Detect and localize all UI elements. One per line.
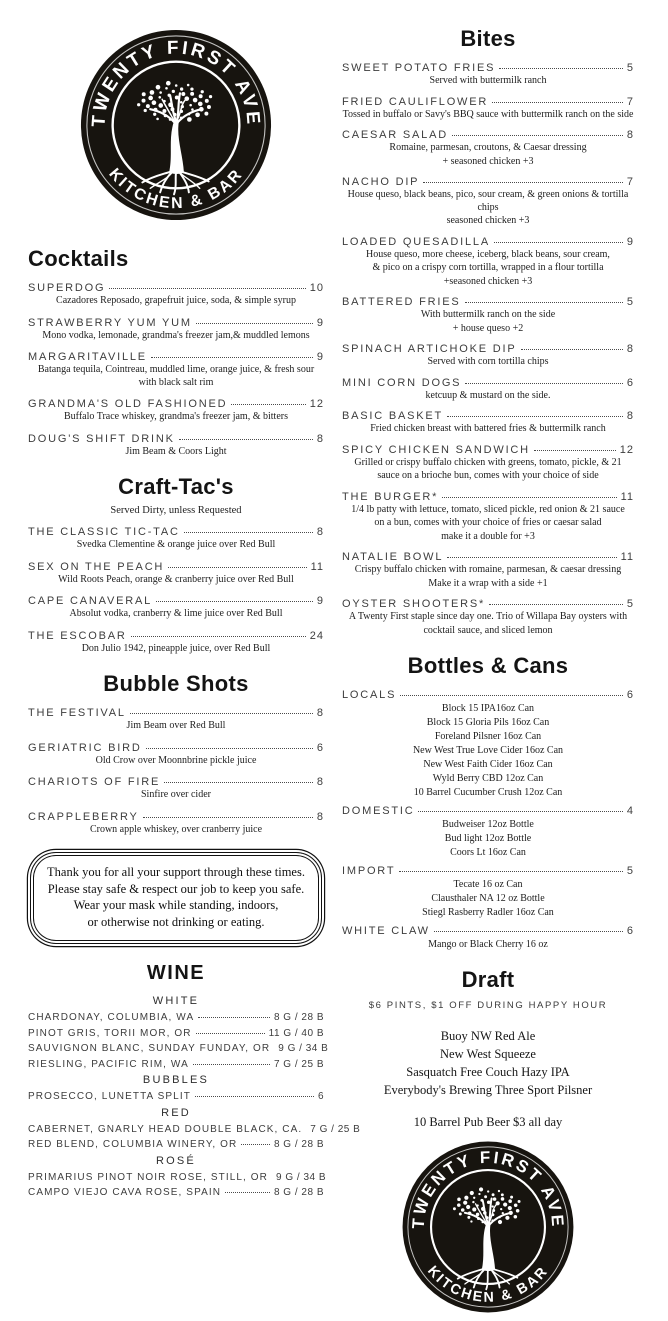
leader-dots xyxy=(193,1064,270,1065)
item-price: 5 xyxy=(626,865,634,877)
item-row xyxy=(342,598,634,610)
item-desc-line: 1/4 lb patty with lettuce, tomato, sliced pickle, red onion & 21 sauce xyxy=(351,503,625,515)
draft-line: Sasquatch Free Couch Hazy IPA xyxy=(406,1065,570,1080)
draft-line: New West Squeeze xyxy=(440,1047,536,1062)
leader-dots xyxy=(489,604,623,605)
leader-dots xyxy=(400,695,623,696)
item-desc-line: Jim Beam over Red Bull xyxy=(126,720,226,731)
item-desc-line: Mono vodka, lemonade, grandma's freezer jam,& muddled lemons xyxy=(42,329,310,341)
leader-dots xyxy=(179,439,313,440)
item-price: 8 xyxy=(316,526,324,538)
leader-dots xyxy=(418,811,622,812)
draft-note: 10 Barrel Pub Beer $3 all day xyxy=(413,1114,563,1129)
item-desc-line: Romaine, parmesan, croutons, & Caesar dressing xyxy=(389,142,587,153)
item-desc-line: A Twenty First staple since day one. Trio of Willapa Bay oysters with xyxy=(348,611,628,622)
menu-item xyxy=(28,282,324,308)
leader-dots xyxy=(156,601,313,602)
wine-price: 11 G / 40 B xyxy=(268,1027,324,1039)
leader-dots xyxy=(423,182,623,183)
item-name: SPINACH ARTICHOKE DIP xyxy=(342,343,517,355)
notice-line: Please stay safe & respect our job to keep you safe. xyxy=(47,881,305,896)
item-desc-line: Jim Beam & Coors Light xyxy=(125,445,227,457)
item-price: 11 xyxy=(620,551,634,563)
item-row xyxy=(342,236,634,248)
leader-dots xyxy=(494,242,623,243)
item-desc-line: Served with buttermilk ranch xyxy=(429,75,547,86)
item-row xyxy=(342,925,634,937)
item-price: 8 xyxy=(626,410,634,422)
item-row xyxy=(28,317,324,329)
item-desc-line: Budweiser 12oz Bottle xyxy=(442,819,534,830)
draft-beer-list xyxy=(342,1027,634,1100)
section-wine xyxy=(28,962,361,1198)
svg-text:KITCHEN & BAR: KITCHEN & BAR xyxy=(424,1262,552,1306)
item-row xyxy=(28,776,324,788)
bubble-shots-items xyxy=(28,707,324,836)
item-name: FRIED CAULIFLOWER xyxy=(342,95,489,108)
menu-item xyxy=(28,561,324,587)
menu-item xyxy=(28,433,324,459)
menu-item xyxy=(342,236,634,289)
menu-item xyxy=(28,811,324,837)
section-bottles-cans xyxy=(342,653,634,951)
item-desc-line: House queso, more cheese, iceberg, black beans, sour cream, xyxy=(366,248,610,260)
menu-item xyxy=(342,296,634,335)
item-price: 8 xyxy=(316,776,324,788)
menu-item xyxy=(28,595,324,621)
item-price: 9 xyxy=(316,595,324,607)
item-price: 7 xyxy=(626,176,634,188)
draft-line: Buoy NW Red Ale xyxy=(440,1029,536,1043)
item-desc-line: Crispy buffalo chicken with romaine, parmesan, & caesar dressing xyxy=(354,564,622,575)
item-name: STRAWBERRY YUM YUM xyxy=(28,316,192,329)
menu-item xyxy=(28,707,324,733)
item-price: 11 xyxy=(620,490,634,503)
item-price: 6 xyxy=(626,689,634,701)
leader-dots xyxy=(146,748,313,749)
tree-badge-icon xyxy=(399,1138,577,1316)
menu-item xyxy=(28,317,324,343)
item-desc-line: Block 15 Gloria Pils 16oz Can xyxy=(426,717,550,728)
item-price: 8 xyxy=(316,707,324,719)
item-price: 10 xyxy=(309,282,324,294)
item-name: THE FESTIVAL xyxy=(28,707,126,719)
item-row xyxy=(342,343,634,355)
wine-row xyxy=(28,1091,324,1102)
item-desc-line: Coors Lt 16oz Can xyxy=(450,847,526,858)
item-name: LOCALS xyxy=(342,689,397,701)
item-name: MINI CORN DOGS xyxy=(342,376,462,389)
svg-text:KITCHEN & BAR: KITCHEN & BAR xyxy=(105,165,247,213)
wine-row xyxy=(28,1187,324,1198)
notice-line: or otherwise not drinking or eating. xyxy=(87,914,265,929)
item-price: 8 xyxy=(626,343,634,355)
leader-dots xyxy=(184,532,313,533)
item-row xyxy=(28,433,324,445)
leader-dots xyxy=(399,871,622,872)
restaurant-logo-top xyxy=(77,26,275,224)
item-desc-line: House queso, black beans, pico, sour cream, & green onions & tortilla chips xyxy=(347,189,629,213)
wine-name: RIESLING, PACIFIC RIM, WA xyxy=(28,1058,189,1070)
bubble-shots-title: Bubble Shots xyxy=(103,671,249,696)
item-desc-line: Foreland Pilsner 16oz Can xyxy=(434,731,542,742)
leader-dots xyxy=(447,416,623,417)
item-desc-line: Block 15 IPA16oz Can xyxy=(441,703,535,714)
item-row xyxy=(342,551,634,563)
item-row xyxy=(342,444,634,456)
item-row xyxy=(28,595,324,607)
menu-item xyxy=(342,925,634,951)
craft-tacs-title: Craft-Tac's xyxy=(118,474,234,499)
leader-dots xyxy=(442,497,616,498)
item-desc-line: Buffalo Trace whiskey, grandma's freezer jam, & bitters xyxy=(64,411,288,422)
draft-title: Draft xyxy=(461,967,515,992)
leader-dots xyxy=(465,383,623,384)
wine-price: 8 G / 28 B xyxy=(273,1139,324,1150)
leader-dots xyxy=(241,1144,270,1145)
wine-name: SAUVIGNON BLANC, SUNDAY FUNDAY, OR xyxy=(28,1043,271,1054)
menu-item xyxy=(342,129,634,168)
leader-dots xyxy=(196,323,313,324)
menu-item xyxy=(342,343,634,369)
item-desc-line: Stiegl Rasberry Radler 16oz Can xyxy=(422,907,554,918)
item-name: DOMESTIC xyxy=(342,805,415,817)
leader-dots xyxy=(143,817,313,818)
item-name: CHARIOTS OF FIRE xyxy=(28,776,161,788)
menu-item xyxy=(342,410,634,436)
menu-item xyxy=(342,444,634,483)
item-desc-line: Grilled or crispy buffalo chicken with greens, tomato, pickle, & 21 xyxy=(354,456,622,468)
item-name: SPICY CHICKEN SANDWICH xyxy=(342,443,530,456)
item-desc-line: sauce on a brioche bun, comes with your choice of side xyxy=(377,470,599,481)
menu-item xyxy=(28,630,324,656)
cocktails-items xyxy=(28,282,324,458)
item-desc-line: + seasoned chicken +3 xyxy=(442,155,534,167)
item-name: THE CLASSIC TIC-TAC xyxy=(28,526,180,538)
leader-dots xyxy=(130,713,313,714)
menu-item xyxy=(342,62,634,88)
cocktails-title: Cocktails xyxy=(28,246,129,271)
leader-dots xyxy=(225,1192,270,1193)
item-desc-line: With buttermilk ranch on the side xyxy=(420,309,556,320)
item-row xyxy=(342,176,634,188)
item-desc-line: Don Julio 1942, pineapple juice, over Red Bull xyxy=(81,642,271,654)
menu-item xyxy=(342,689,634,799)
item-price: 5 xyxy=(626,62,634,74)
svg-text:TWENTY FIRST AVE: TWENTY FIRST AVE xyxy=(87,36,265,128)
item-name: MARGARITAVILLE xyxy=(28,351,147,363)
item-price: 6 xyxy=(626,376,634,389)
item-row xyxy=(28,561,324,573)
leader-dots xyxy=(151,357,313,358)
item-name: BASIC BASKET xyxy=(342,410,444,422)
item-price: 5 xyxy=(626,598,634,610)
item-desc-line: 10 Barrel Cucumber Crush 12oz Can xyxy=(413,787,563,798)
leader-dots xyxy=(434,931,623,932)
item-row xyxy=(28,630,324,642)
item-price: 8 xyxy=(626,129,634,141)
item-desc-line: + house queso +2 xyxy=(452,322,524,334)
item-desc-line: ketcuup & mustard on the side. xyxy=(425,389,551,401)
item-row xyxy=(28,526,324,538)
menu-item xyxy=(342,805,634,859)
item-price: 4 xyxy=(626,805,634,817)
item-desc-line: Make it a wrap with a side +1 xyxy=(428,577,548,589)
leader-dots xyxy=(447,557,616,558)
item-desc-line: & pico on a crispy corn tortilla, wrapped in a flour tortilla xyxy=(372,262,604,273)
item-row xyxy=(342,410,634,422)
item-desc-line: Cazadores Reposado, grapefruit juice, soda, & simple syrup xyxy=(56,295,296,306)
item-price: 9 xyxy=(316,351,324,363)
wine-group-header: ROSÉ xyxy=(156,1154,196,1167)
item-row xyxy=(28,351,324,363)
leader-dots xyxy=(196,1033,265,1034)
wine-name: CAMPO VIEJO CAVA ROSE, SPAIN xyxy=(28,1187,222,1198)
bottles-cans-title: Bottles & Cans xyxy=(407,653,569,678)
item-price: 7 xyxy=(626,95,634,108)
right-column xyxy=(342,0,634,1316)
leader-dots xyxy=(131,636,306,637)
item-name: BATTERED FRIES xyxy=(342,296,461,308)
menu-item xyxy=(28,351,324,389)
item-desc-line: Tecate 16 oz Can xyxy=(453,879,523,890)
leader-dots xyxy=(231,404,305,405)
item-desc-line: Wyld Berry CBD 12oz Can xyxy=(432,773,544,784)
wine-groups xyxy=(28,995,361,1198)
menu-item xyxy=(342,176,634,228)
bottles-cans-items xyxy=(342,689,634,951)
item-desc-line: Bud light 12oz Bottle xyxy=(444,833,532,844)
item-row xyxy=(28,398,324,410)
item-desc-line: Old Crow over Moonnbrine pickle juice xyxy=(95,754,257,766)
leader-dots xyxy=(164,782,313,783)
item-name: THE BURGER* xyxy=(342,490,439,503)
leader-dots xyxy=(198,1017,270,1018)
item-price: 8 xyxy=(316,810,324,823)
section-bites xyxy=(342,26,634,637)
section-craft-tacs xyxy=(28,474,324,655)
draft-line: Everybody's Brewing Three Sport Pilsner xyxy=(383,1083,593,1098)
bites-items xyxy=(342,62,634,637)
menu-item xyxy=(342,865,634,919)
leader-dots xyxy=(499,68,623,69)
item-desc-line: Mango or Black Cherry 16 oz xyxy=(428,939,548,950)
draft-subtitle: $6 PINTS, $1 OFF DURING HAPPY HOUR xyxy=(368,1000,608,1011)
item-desc-line: on a bun, comes with your choice of fries or caesar salad xyxy=(374,517,602,528)
wine-name: PINOT GRIS, TORII MOR, OR xyxy=(28,1027,192,1039)
item-desc-line: make it a double for +3 xyxy=(441,530,535,542)
item-desc-line: Sinfire over cider xyxy=(141,789,211,800)
item-row xyxy=(342,96,634,108)
craft-tacs-items xyxy=(28,526,324,655)
wine-price: 6 xyxy=(317,1091,324,1102)
item-row xyxy=(28,282,324,294)
wine-group-header: WHITE xyxy=(152,995,200,1007)
section-cocktails xyxy=(28,246,324,458)
menu-item xyxy=(342,551,634,590)
menu-item xyxy=(28,526,324,552)
left-column xyxy=(28,0,361,1203)
wine-row xyxy=(28,1171,327,1183)
wine-row xyxy=(28,1059,324,1070)
restaurant-logo-bottom xyxy=(399,1138,577,1316)
menu-item xyxy=(342,377,634,403)
item-desc-line: Wild Roots Peach, orange & cranberry juice over Red Bull xyxy=(58,573,294,585)
item-row xyxy=(342,377,634,389)
menu-item xyxy=(342,96,634,122)
item-desc-line: seasoned chicken +3 xyxy=(446,215,530,226)
item-name: CAESAR SALAD xyxy=(342,129,448,141)
wine-row xyxy=(28,1028,324,1039)
item-price: 8 xyxy=(316,432,324,445)
item-name: GERIATRIC BIRD xyxy=(28,741,142,754)
item-price: 12 xyxy=(309,398,324,410)
item-row xyxy=(28,742,324,754)
item-price: 6 xyxy=(626,925,634,937)
wine-row xyxy=(28,1139,324,1150)
item-desc-line: Served with corn tortilla chips xyxy=(427,356,549,367)
menu-item xyxy=(342,491,634,544)
section-draft xyxy=(342,967,634,1130)
item-name: NATALIE BOWL xyxy=(342,551,444,563)
wine-name: RED BLEND, COLUMBIA WINERY, OR xyxy=(28,1139,238,1150)
menu-item xyxy=(28,398,324,424)
menu-item xyxy=(28,776,324,802)
wine-price: 9 G / 34 B xyxy=(276,1171,327,1183)
item-row xyxy=(28,707,324,719)
wine-price: 8 G / 28 B xyxy=(273,1012,324,1023)
notice-line: Thank you for all your support through these times. xyxy=(47,865,305,879)
item-desc-line: Absolut vodka, cranberry & lime juice over Red Bull xyxy=(69,608,283,619)
wine-name: PROSECCO, LUNETTA SPLIT xyxy=(28,1091,191,1102)
menu-item xyxy=(342,598,634,637)
wine-price: 7 G / 25 B xyxy=(310,1123,361,1135)
leader-dots xyxy=(168,567,306,568)
notice-text xyxy=(39,864,313,930)
item-desc-line: cocktail sauce, and sliced lemon xyxy=(423,624,553,636)
item-price: 12 xyxy=(619,443,634,456)
item-desc-line: Clausthaler NA 12 oz Bottle xyxy=(431,893,545,904)
item-price: 6 xyxy=(316,741,324,754)
item-row xyxy=(342,865,634,877)
leader-dots xyxy=(465,302,623,303)
item-row xyxy=(342,129,634,141)
item-row xyxy=(342,62,634,74)
item-row xyxy=(342,805,634,817)
craft-tacs-subtitle: Served Dirty, unless Requested xyxy=(110,505,242,516)
item-row xyxy=(342,491,634,503)
wine-price: 7 G / 25 B xyxy=(273,1058,324,1070)
item-desc-line: Svedka Clementine & orange juice over Red Bull xyxy=(76,539,276,550)
item-name: SWEET POTATO FRIES xyxy=(342,62,496,74)
item-name: CRAPPLEBERRY xyxy=(28,810,139,823)
item-desc-line: Tossed in buffalo or Savy's BBQ sauce with buttermilk ranch on the side xyxy=(342,108,634,120)
item-name: THE ESCOBAR xyxy=(28,629,127,642)
item-desc-line: New West Faith Cider 16oz Can xyxy=(423,759,553,770)
wine-group-header: RED xyxy=(161,1106,191,1119)
item-price: 24 xyxy=(309,629,324,642)
leader-dots xyxy=(195,1096,314,1097)
item-desc-line: Fried chicken breast with battered fries & buttermilk ranch xyxy=(370,423,606,434)
item-row xyxy=(28,811,324,823)
item-name: GRANDMA'S OLD FASHIONED xyxy=(28,398,228,410)
item-name: SEX ON THE PEACH xyxy=(28,560,165,573)
bites-title: Bites xyxy=(460,26,516,51)
item-name: SUPERDOG xyxy=(28,282,106,294)
item-row xyxy=(342,689,634,701)
menu-item xyxy=(28,742,324,768)
wine-name: PRIMARIUS PINOT NOIR ROSE, STILL, OR xyxy=(28,1171,269,1183)
wine-group-header: BUBBLES xyxy=(142,1074,210,1086)
leader-dots xyxy=(492,102,623,103)
item-desc-line: Crown apple whiskey, over cranberry juice xyxy=(89,823,263,835)
item-price: 5 xyxy=(626,296,634,308)
wine-row xyxy=(28,1043,329,1054)
wine-name: CABERNET, GNARLY HEAD DOUBLE BLACK, CA. xyxy=(28,1123,303,1135)
item-name: DOUG'S SHIFT DRINK xyxy=(28,432,175,445)
notice-line: Wear your mask while standing, indoors, xyxy=(73,898,279,912)
section-bubble-shots xyxy=(28,671,324,836)
item-row xyxy=(342,296,634,308)
leader-dots xyxy=(452,135,623,136)
leader-dots xyxy=(109,288,305,289)
item-name: IMPORT xyxy=(342,865,396,877)
item-price: 11 xyxy=(310,560,324,573)
wine-row xyxy=(28,1012,324,1023)
item-name: NACHO DIP xyxy=(342,176,420,188)
item-price: 9 xyxy=(316,316,324,329)
wine-price: 8 G / 28 B xyxy=(273,1187,324,1198)
notice-box xyxy=(30,852,322,944)
wine-title: WINE xyxy=(146,962,206,984)
item-desc-line: +seasoned chicken +3 xyxy=(443,275,533,287)
wine-row xyxy=(28,1123,361,1135)
leader-dots xyxy=(521,349,623,350)
tree-badge-icon xyxy=(77,26,275,224)
svg-text:TWENTY FIRST AVE: TWENTY FIRST AVE xyxy=(408,1147,568,1229)
item-price: 9 xyxy=(626,235,634,248)
item-name: WHITE CLAW xyxy=(342,925,430,937)
item-name: LOADED QUESADILLA xyxy=(342,235,490,248)
leader-dots xyxy=(534,450,616,451)
item-desc-line: New West True Love Cider 16oz Can xyxy=(412,745,564,756)
item-name: CAPE CANAVERAL xyxy=(28,595,153,607)
item-desc-line: Batanga tequila, Cointreau, muddled lime, orange juice, & fresh sour with black salt rim xyxy=(37,364,315,388)
item-name: OYSTER SHOOTERS* xyxy=(342,598,486,610)
wine-price: 9 G / 34 B xyxy=(278,1043,329,1054)
wine-name: CHARDONAY, COLUMBIA, WA xyxy=(28,1012,195,1023)
